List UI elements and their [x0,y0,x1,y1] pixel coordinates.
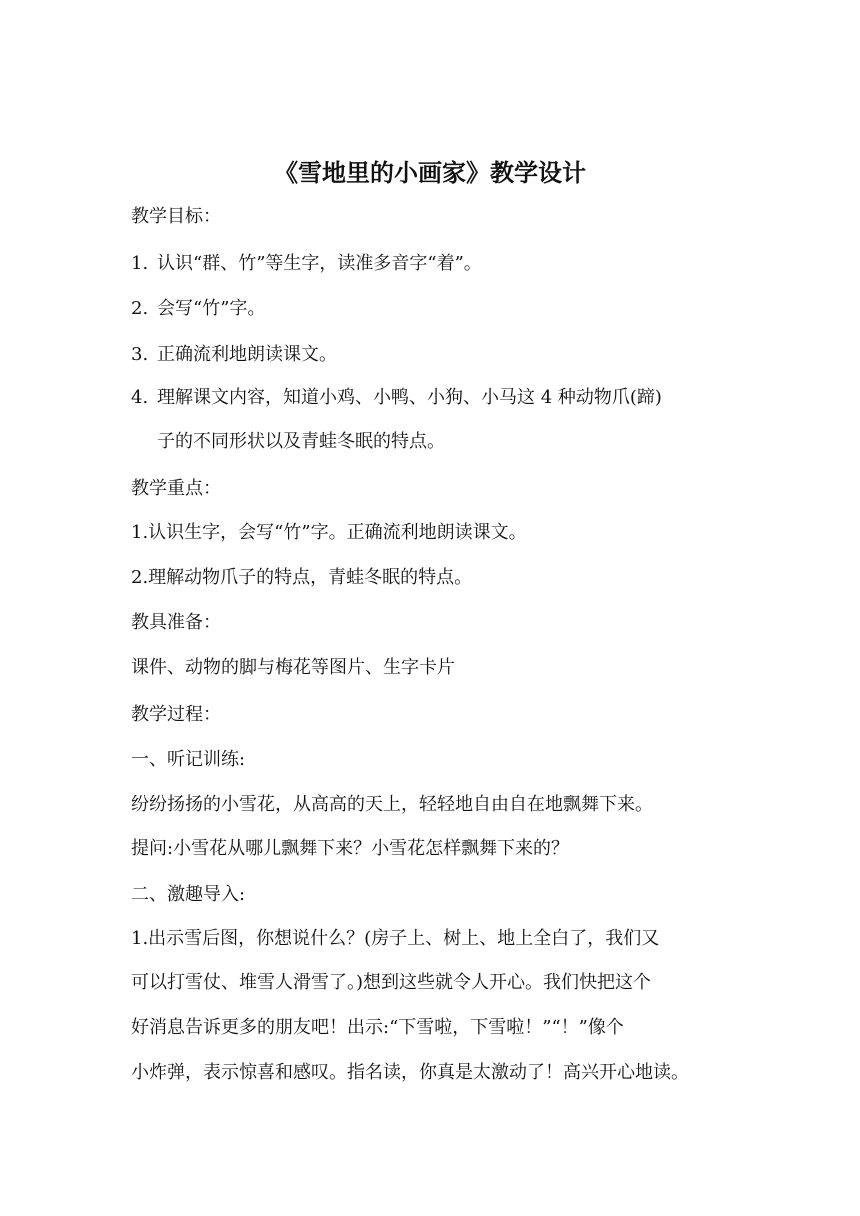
materials-heading: 教具准备： [131,612,221,633]
document-title: 《雪地里的小画家》教学设计 [274,159,586,187]
objectives-heading: 教学目标： [131,206,221,227]
objective-text: 理解课文内容，知道小鸡、小鸭、小狗、小马这 4 种动物爪(蹄) [157,387,662,408]
objective-item-1 [131,249,482,279]
section1-line-1: 纷纷扬扬的小雪花，从高高的天上，轻轻地自由自在地飘舞下来。 [131,794,653,815]
objective-item-4-continuation: 子的不同形状以及青蛙冬眠的特点。 [157,431,445,452]
key-point-item-2: 2.理解动物爪子的特点，青蛙冬眠的特点。 [131,567,473,588]
key-point-item-1: 1.认识生字，会写“竹”字。正确流利地朗读课文。 [131,522,527,543]
section1-heading: 一、听记训练: [131,749,246,770]
objective-text: 认识“群、竹”等生字，读准多音字“着”。 [157,253,482,274]
objective-number: 4. [131,387,149,408]
process-heading: 教学过程： [131,704,221,725]
objective-item-3 [131,340,337,370]
objective-item-4 [131,383,662,413]
section2-heading: 二、激趣导入: [131,884,246,905]
section2-line-2: 可以打雪仗、堆雪人滑雪了。)想到这些就令人开心。我们快把这个 [131,972,652,993]
objective-number: 2. [131,298,149,319]
objective-text: 会写“竹”字。 [157,298,266,319]
objective-text: 正确流利地朗读课文。 [157,344,337,365]
objective-number: 3. [131,344,149,365]
objective-number: 1. [131,253,149,274]
section2-line-4: 小炸弹，表示惊喜和感叹。指名读，你真是太激动了！高兴开心地读。 [131,1062,689,1083]
section2-line-1: 1.出示雪后图，你想说什么？(房子上、树上、地上全白了，我们又 [131,928,660,949]
materials-text: 课件、动物的脚与梅花等图片、生字卡片 [131,657,455,678]
section1-line-2: 提问:小雪花从哪儿飘舞下来？小雪花怎样飘舞下来的？ [131,838,570,859]
objective-item-2 [131,294,265,324]
key-points-heading: 教学重点： [131,478,221,499]
section2-line-3: 好消息告诉更多的朋友吧！出示:“下雪啦，下雪啦！”“！”像个 [131,1017,624,1038]
